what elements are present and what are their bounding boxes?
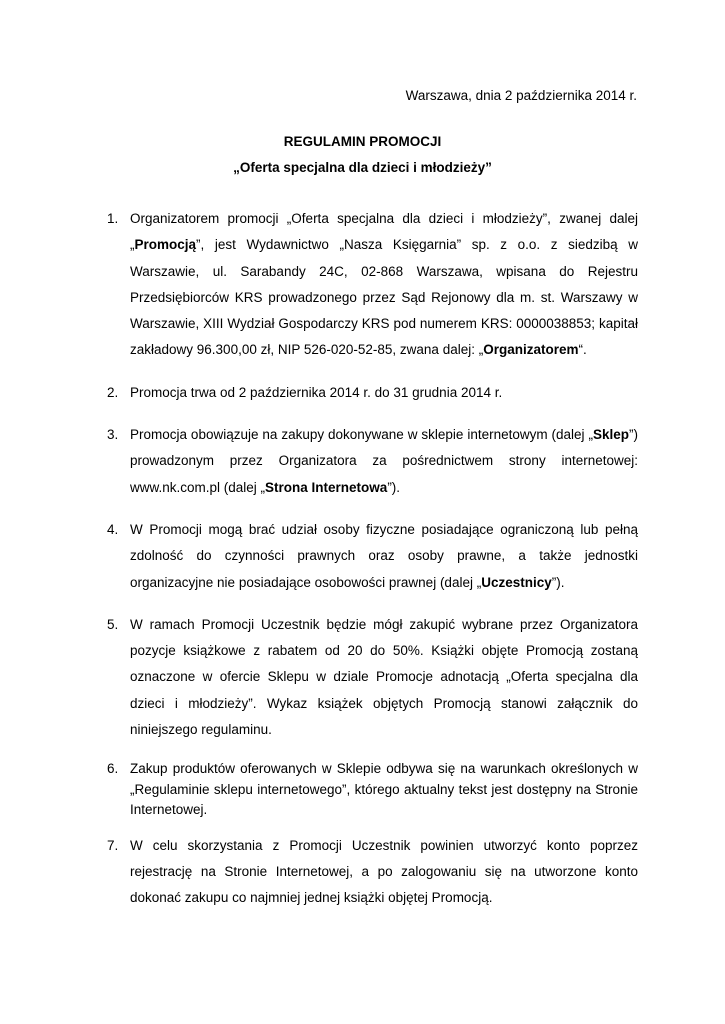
list-item-6: [107, 759, 638, 821]
item-number: 7.: [107, 837, 119, 853]
list-item-4: [107, 517, 638, 596]
item-text: W ramach Promocji Uczestnik będzie mógł zakupić wybrane przez Organizatora pozycje książkowe z rabatem od 20 do 50%. Książki objęte Promocją zostaną oznaczone w ofercie Sklepu w dziale Promocje adnotacją „Oferta specjalna dla dzieci i młodzieży”. Wykaz książek objętych Promocją stanowi załącznik do niniejszego regulaminu.: [130, 616, 638, 738]
item-text: Promocja obowiązuje na zakupy dokonywane w sklepie internetowym (dalej „: [130, 427, 593, 443]
document-subtitle: „Oferta specjalna dla dzieci i młodzieży”: [233, 160, 492, 175]
item-text: W celu skorzystania z Promocji Uczestnik powinien utworzyć konto poprzez rejestrację na Stronie Internetowej, a po zalogowaniu się na utworzone konto dokonać zakupu co najmniej jednej książki objętej Promocją.: [130, 837, 638, 906]
regulation-list: [107, 206, 638, 912]
item-number: 6.: [107, 761, 119, 777]
item-text: W Promocji mogą brać udział osoby fizyczne posiadające ograniczoną lub pełną zdolność do czynności prawnych oraz osoby prawne, a także jednostki organizacyjne nie posiadające osobowości prawnej (dalej „: [130, 521, 638, 590]
item-number: 3.: [107, 427, 119, 443]
item-text: Organizatorem promocji „Oferta specjalna dla dzieci i młodzieży”, zwanej dalej „: [130, 211, 638, 253]
item-bold-term: Strona Internetowa: [265, 479, 388, 495]
item-text: ”).: [551, 574, 565, 590]
item-bold-term: Promocją: [134, 237, 197, 253]
item-bold-term: Organizatorem: [483, 342, 579, 358]
item-text: Promocja trwa od 2 października 2014 r. do 31 grudnia 2014 r.: [130, 384, 503, 400]
item-text: “.: [578, 342, 587, 358]
item-text: ”, jest Wydawnictwo „Nasza Księgarnia” sp. z o.o. z siedzibą w Warszawie, ul. Sarabandy 24C, 02-868 Warszawa, wpisana do Rejestru Przedsiębiorców KRS prowadzonego przez Sąd Rejonowy dla m. st. Warszawy w Warszawie, XIII Wydział Gospodarczy KRS pod numerem KRS: 0000038853; kapitał zakładowy 96.300,00 zł, NIP 526-020-52-85, zwana dalej: „: [130, 237, 638, 358]
item-text: ”).: [387, 479, 401, 495]
item-number: 1.: [107, 211, 119, 226]
date-line: Warszawa, dnia 2 października 2014 r.: [405, 88, 637, 103]
item-bold-term: Sklep: [592, 427, 629, 443]
item-text: Zakup produktów oferowanych w Sklepie odbywa się na warunkach określonych w „Regulaminie sklepu internetowego”, którego aktualny tekst jest dostępny na Stronie Internetowej.: [130, 761, 638, 818]
item-bold-term: Uczestnicy: [481, 574, 552, 590]
list-item-5: [107, 612, 638, 743]
item-text: ”) prowadzonym przez Organizatora za pośrednictwem strony internetowej: www.nk.com.pl (dalej „: [130, 427, 638, 495]
list-item-2: [107, 380, 638, 406]
item-number: 5.: [107, 616, 119, 632]
list-item-7: [107, 833, 638, 912]
list-item-1: [107, 206, 638, 364]
list-item-3: [107, 422, 638, 501]
item-number: 2.: [107, 384, 119, 400]
item-number: 4.: [107, 521, 119, 537]
document-title: REGULAMIN PROMOCJI: [283, 134, 442, 149]
